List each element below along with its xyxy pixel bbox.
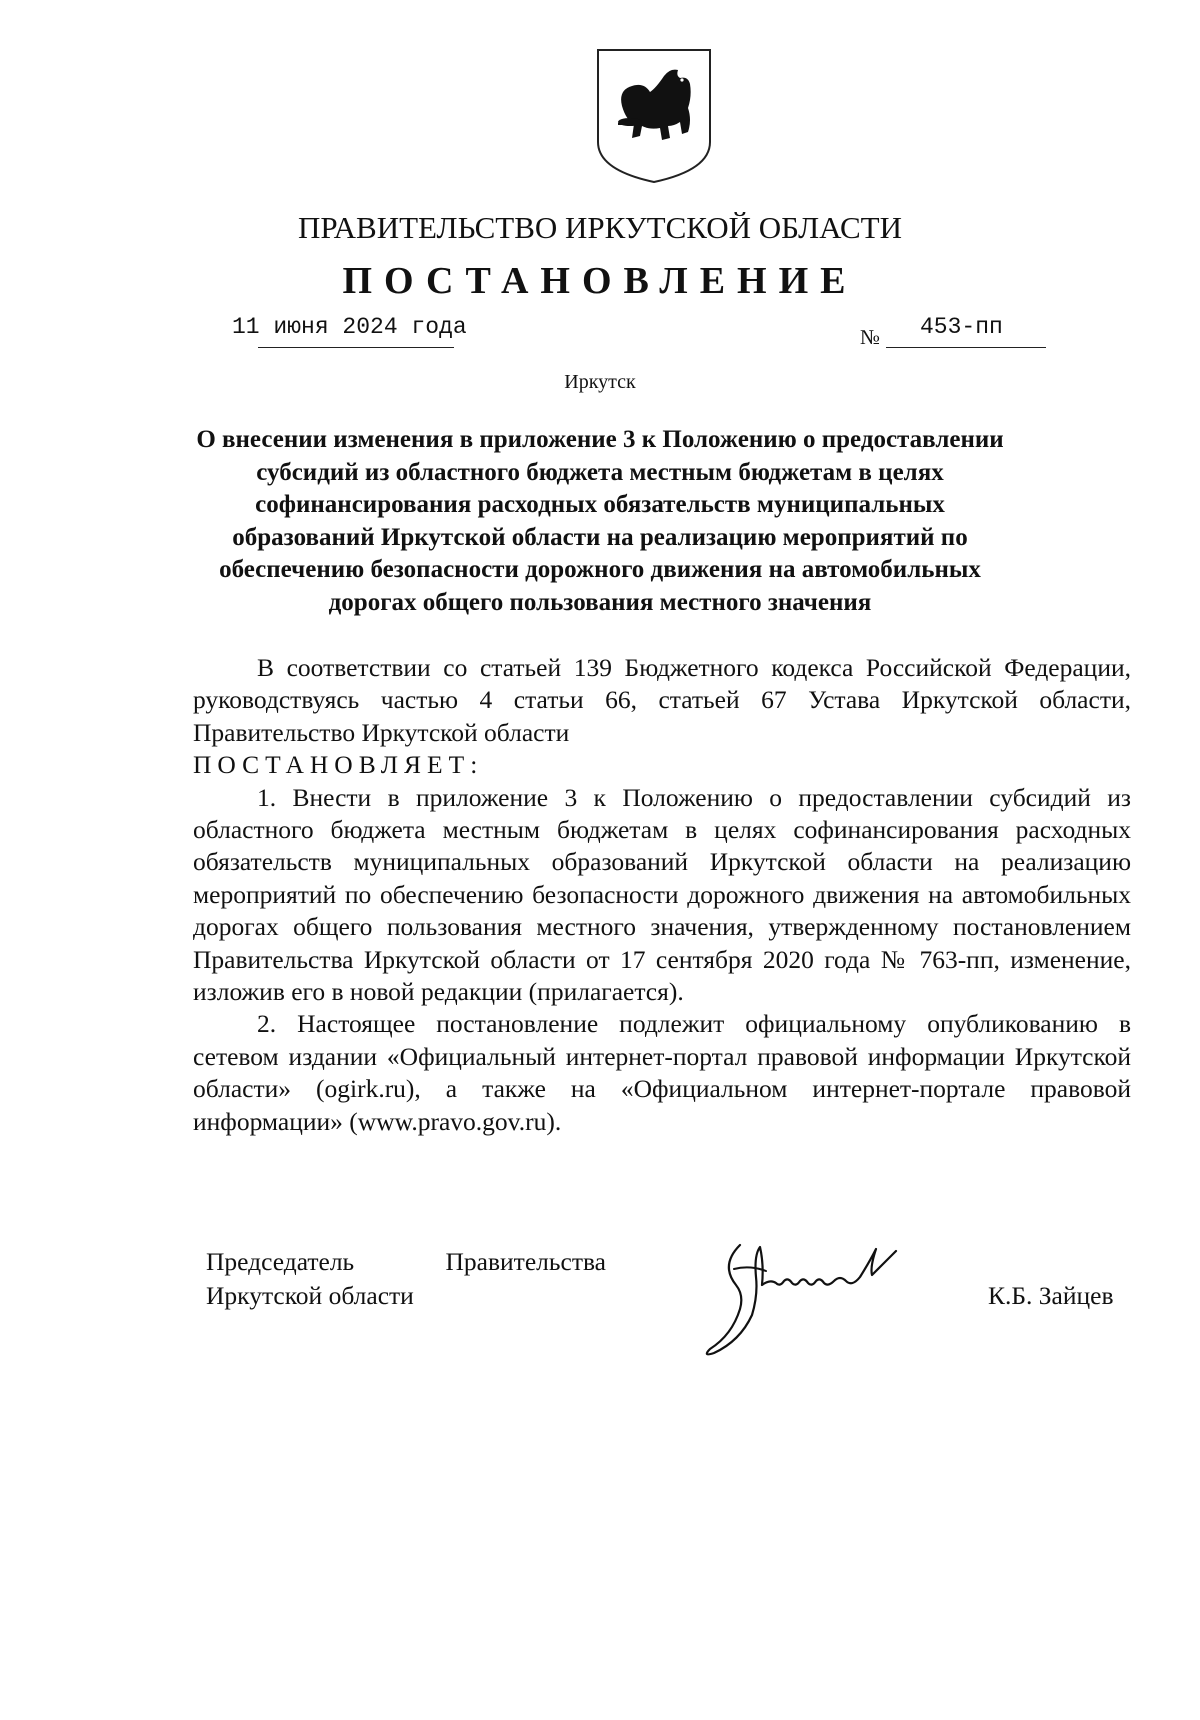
signatory-position <box>206 1245 606 1313</box>
signatory-name: К.Б. Зайцев <box>988 1281 1114 1310</box>
document-title: О внесении изменения в приложение 3 к Положению о предоставлении субсидий из областного бюджета местным бюджетам в целях софинансирования расходных обязательств муниципальных образований Иркутской области на реализацию мероприятий по обеспечению безопасности дорожного движения на автомобильных дорогах общего пользования местного значения <box>196 426 1004 616</box>
position-line-2: Иркутской области <box>206 1281 414 1310</box>
document-type-heading: ПОСТАНОВЛЕНИЕ <box>342 260 858 302</box>
document-body <box>193 652 1131 1138</box>
number-sign: № <box>860 325 881 349</box>
preamble-paragraph: В соответствии со статьей 139 Бюджетного кодекса Российской Федерации, руководствуясь частью 4 статьи 66, статьей 67 Устава Иркутской области, Правительство Иркутской области <box>193 653 1131 747</box>
decree-word: ПОСТАНОВЛЯЕТ: <box>193 750 484 780</box>
position-word-2: Правительства <box>445 1247 606 1276</box>
handwritten-signature <box>700 1225 950 1365</box>
document-city: Иркутск <box>564 371 636 393</box>
date-underline <box>258 347 454 348</box>
position-word-1: Председатель <box>206 1247 355 1276</box>
coat-of-arms-emblem <box>592 46 716 186</box>
item-2-paragraph: 2. Настоящее постановление подлежит официальному опубликованию в сетевом издании «Официальный интернет-портал правовой информации Иркутской области» (ogirk.ru), а также на «Официальном интернет-портале правовой информации» (www.pravo.gov.ru). <box>193 1009 1131 1136</box>
document-number: 453-пп <box>920 314 1003 340</box>
organization-heading: ПРАВИТЕЛЬСТВО ИРКУТСКОЙ ОБЛАСТИ <box>297 210 902 245</box>
item-1-paragraph: 1. Внести в приложение 3 к Положению о предоставлении субсидий из областного бюджета местным бюджетам в целях софинансирования расходных обязательств муниципальных образований Иркутской области на реализацию мероприятий по обеспечению безопасности дорожного движения на автомобильных дорогах общего пользования местного значения, утвержденному постановлением Правительства Иркутской области от 17 сентября 2020 года № 763-пп, изменение, изложив его в новой редакции (прилагается). <box>193 782 1131 1007</box>
number-underline <box>886 347 1046 348</box>
document-date: 11 июня 2024 года <box>232 314 467 340</box>
